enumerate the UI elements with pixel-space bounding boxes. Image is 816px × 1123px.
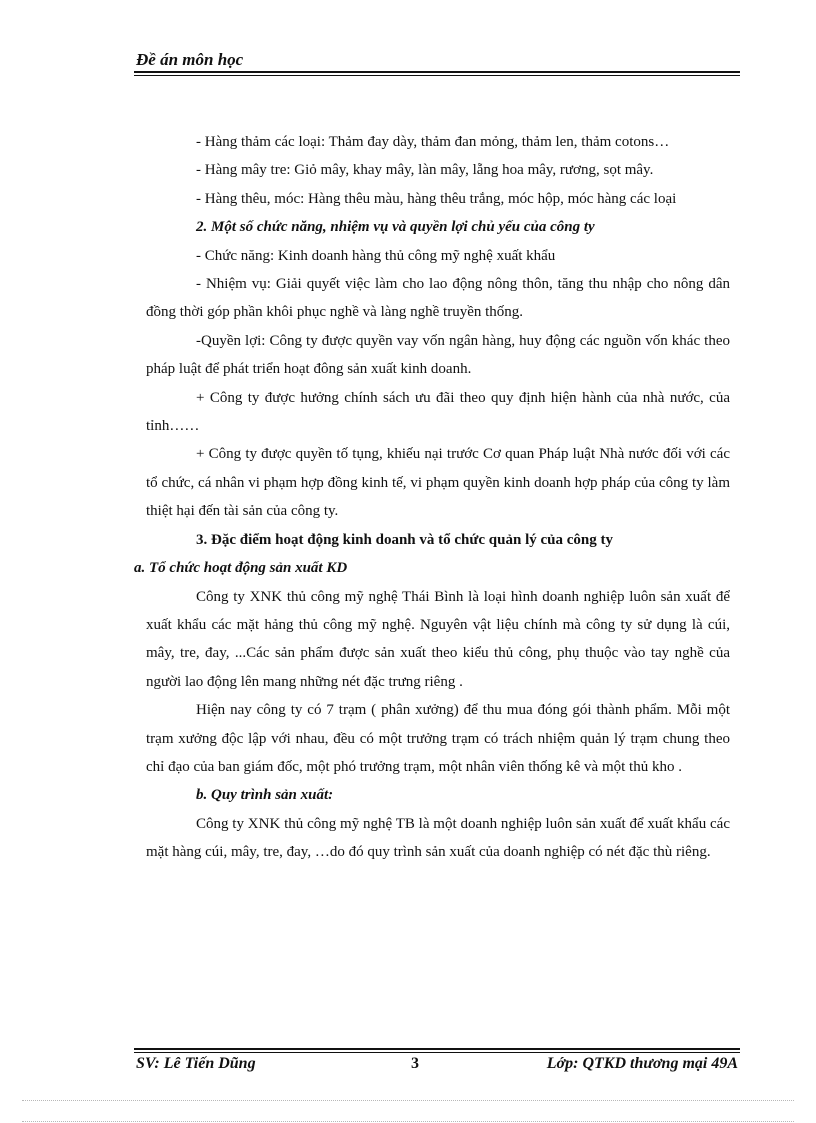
body-text bbox=[134, 128, 730, 867]
paragraph-carpets: - Hàng thảm các loại: Thảm đay dày, thảm đan mỏng, thảm len, thảm cotons… bbox=[196, 134, 670, 150]
paragraph-policy: + Công ty được hưởng chính sách ưu đãi theo quy định hiện hành của nhà nước, của tỉnh…… bbox=[146, 389, 730, 435]
paragraph-rights: -Quyền lợi: Công ty được quyền vay vốn ngân hàng, huy động các nguồn vốn khác theo pháp luật để phát triển hoạt đông sản xuất kinh doanh. bbox=[146, 332, 730, 378]
paragraph-function: - Chức năng: Kinh doanh hàng thủ công mỹ nghệ xuất khẩu bbox=[196, 247, 556, 264]
paragraph-litigation: + Công ty được quyền tố tụng, khiếu nại trước Cơ quan Pháp luật Nhà nước đối với các tổ chức, cá nhân vi phạm hợp đồng kinh tế, vi phạm quyền kinh doanh hợp pháp của công ty làm thiệt hại đến tài sản của công ty. bbox=[146, 446, 730, 520]
footer-rule bbox=[134, 1048, 740, 1050]
paragraph-production: Công ty XNK thủ công mỹ nghệ TB là một doanh nghiệp luôn sản xuất để xuất khẩu các mặt hàng cúi, mây, tre, đay, …do đó quy trình sản xuất của doanh nghiệp có nét đặc thù riêng. bbox=[146, 815, 730, 861]
footer-class: Lớp: QTKD thương mại 49A bbox=[546, 1055, 738, 1072]
page-break-line bbox=[22, 1121, 794, 1122]
paragraph-company-intro: Công ty XNK thủ công mỹ nghệ Thái Bình là loại hình doanh nghiệp luôn sản xuất để xuất khẩu các mặt hảng thủ công mỹ nghệ. Nguyên vật liệu chính mà công ty sử dụng là cúi, mây, tre, đay, ...Các sản phẩm được sản xuất theo kiểu thủ công, phụ thuộc vào tay nghề của người lao động lên mang những nét đặc trưng riêng . bbox=[146, 588, 730, 690]
paragraph-embroidery: - Hàng thêu, móc: Hàng thêu màu, hàng thêu trắng, móc hộp, móc hàng các loại bbox=[196, 190, 677, 207]
heading-section-3: 3. Đặc điểm hoạt động kinh doanh và tổ chức quản lý của công ty bbox=[196, 531, 613, 548]
header-rule bbox=[134, 71, 740, 73]
header-title: Đề án môn học bbox=[136, 50, 244, 69]
page-break-line bbox=[22, 1100, 794, 1101]
footer-student: SV: Lê Tiến Dũng bbox=[136, 1055, 256, 1072]
heading-section-2: 2. Một số chức năng, nhiệm vụ và quyền lợi chủ yếu của công ty bbox=[196, 219, 595, 236]
page-number: 3 bbox=[411, 1055, 419, 1072]
paragraph-stations: Hiện nay công ty có 7 trạm ( phân xưởng) để thu mua đóng gói thành phẩm. Mỗi một trạm xưởng độc lập với nhau, đều có một trưởng trạm có trách nhiệm quản lý trạm chung theo chỉ đạo của ban giám đốc, một phó trưởng trạm, một nhân viên thống kê và một thủ kho . bbox=[146, 702, 730, 775]
paragraph-duty: - Nhiệm vụ: Giải quyết việc làm cho lao động nông thôn, tăng thu nhập cho nông dân đồng thời góp phần khôi phục nghề và làng nghề truyền thống. bbox=[146, 276, 730, 321]
paragraph-rattan: - Hàng mây tre: Giỏ mây, khay mây, làn mây, lẵng hoa mây, rương, sọt mây. bbox=[196, 162, 654, 179]
header-rule-thin bbox=[134, 75, 740, 76]
heading-section-b: b. Quy trình sản xuất: bbox=[196, 787, 334, 804]
heading-section-a: a. Tổ chức hoạt động sản xuất KD bbox=[134, 560, 348, 577]
footer-rule-thin bbox=[134, 1052, 740, 1053]
